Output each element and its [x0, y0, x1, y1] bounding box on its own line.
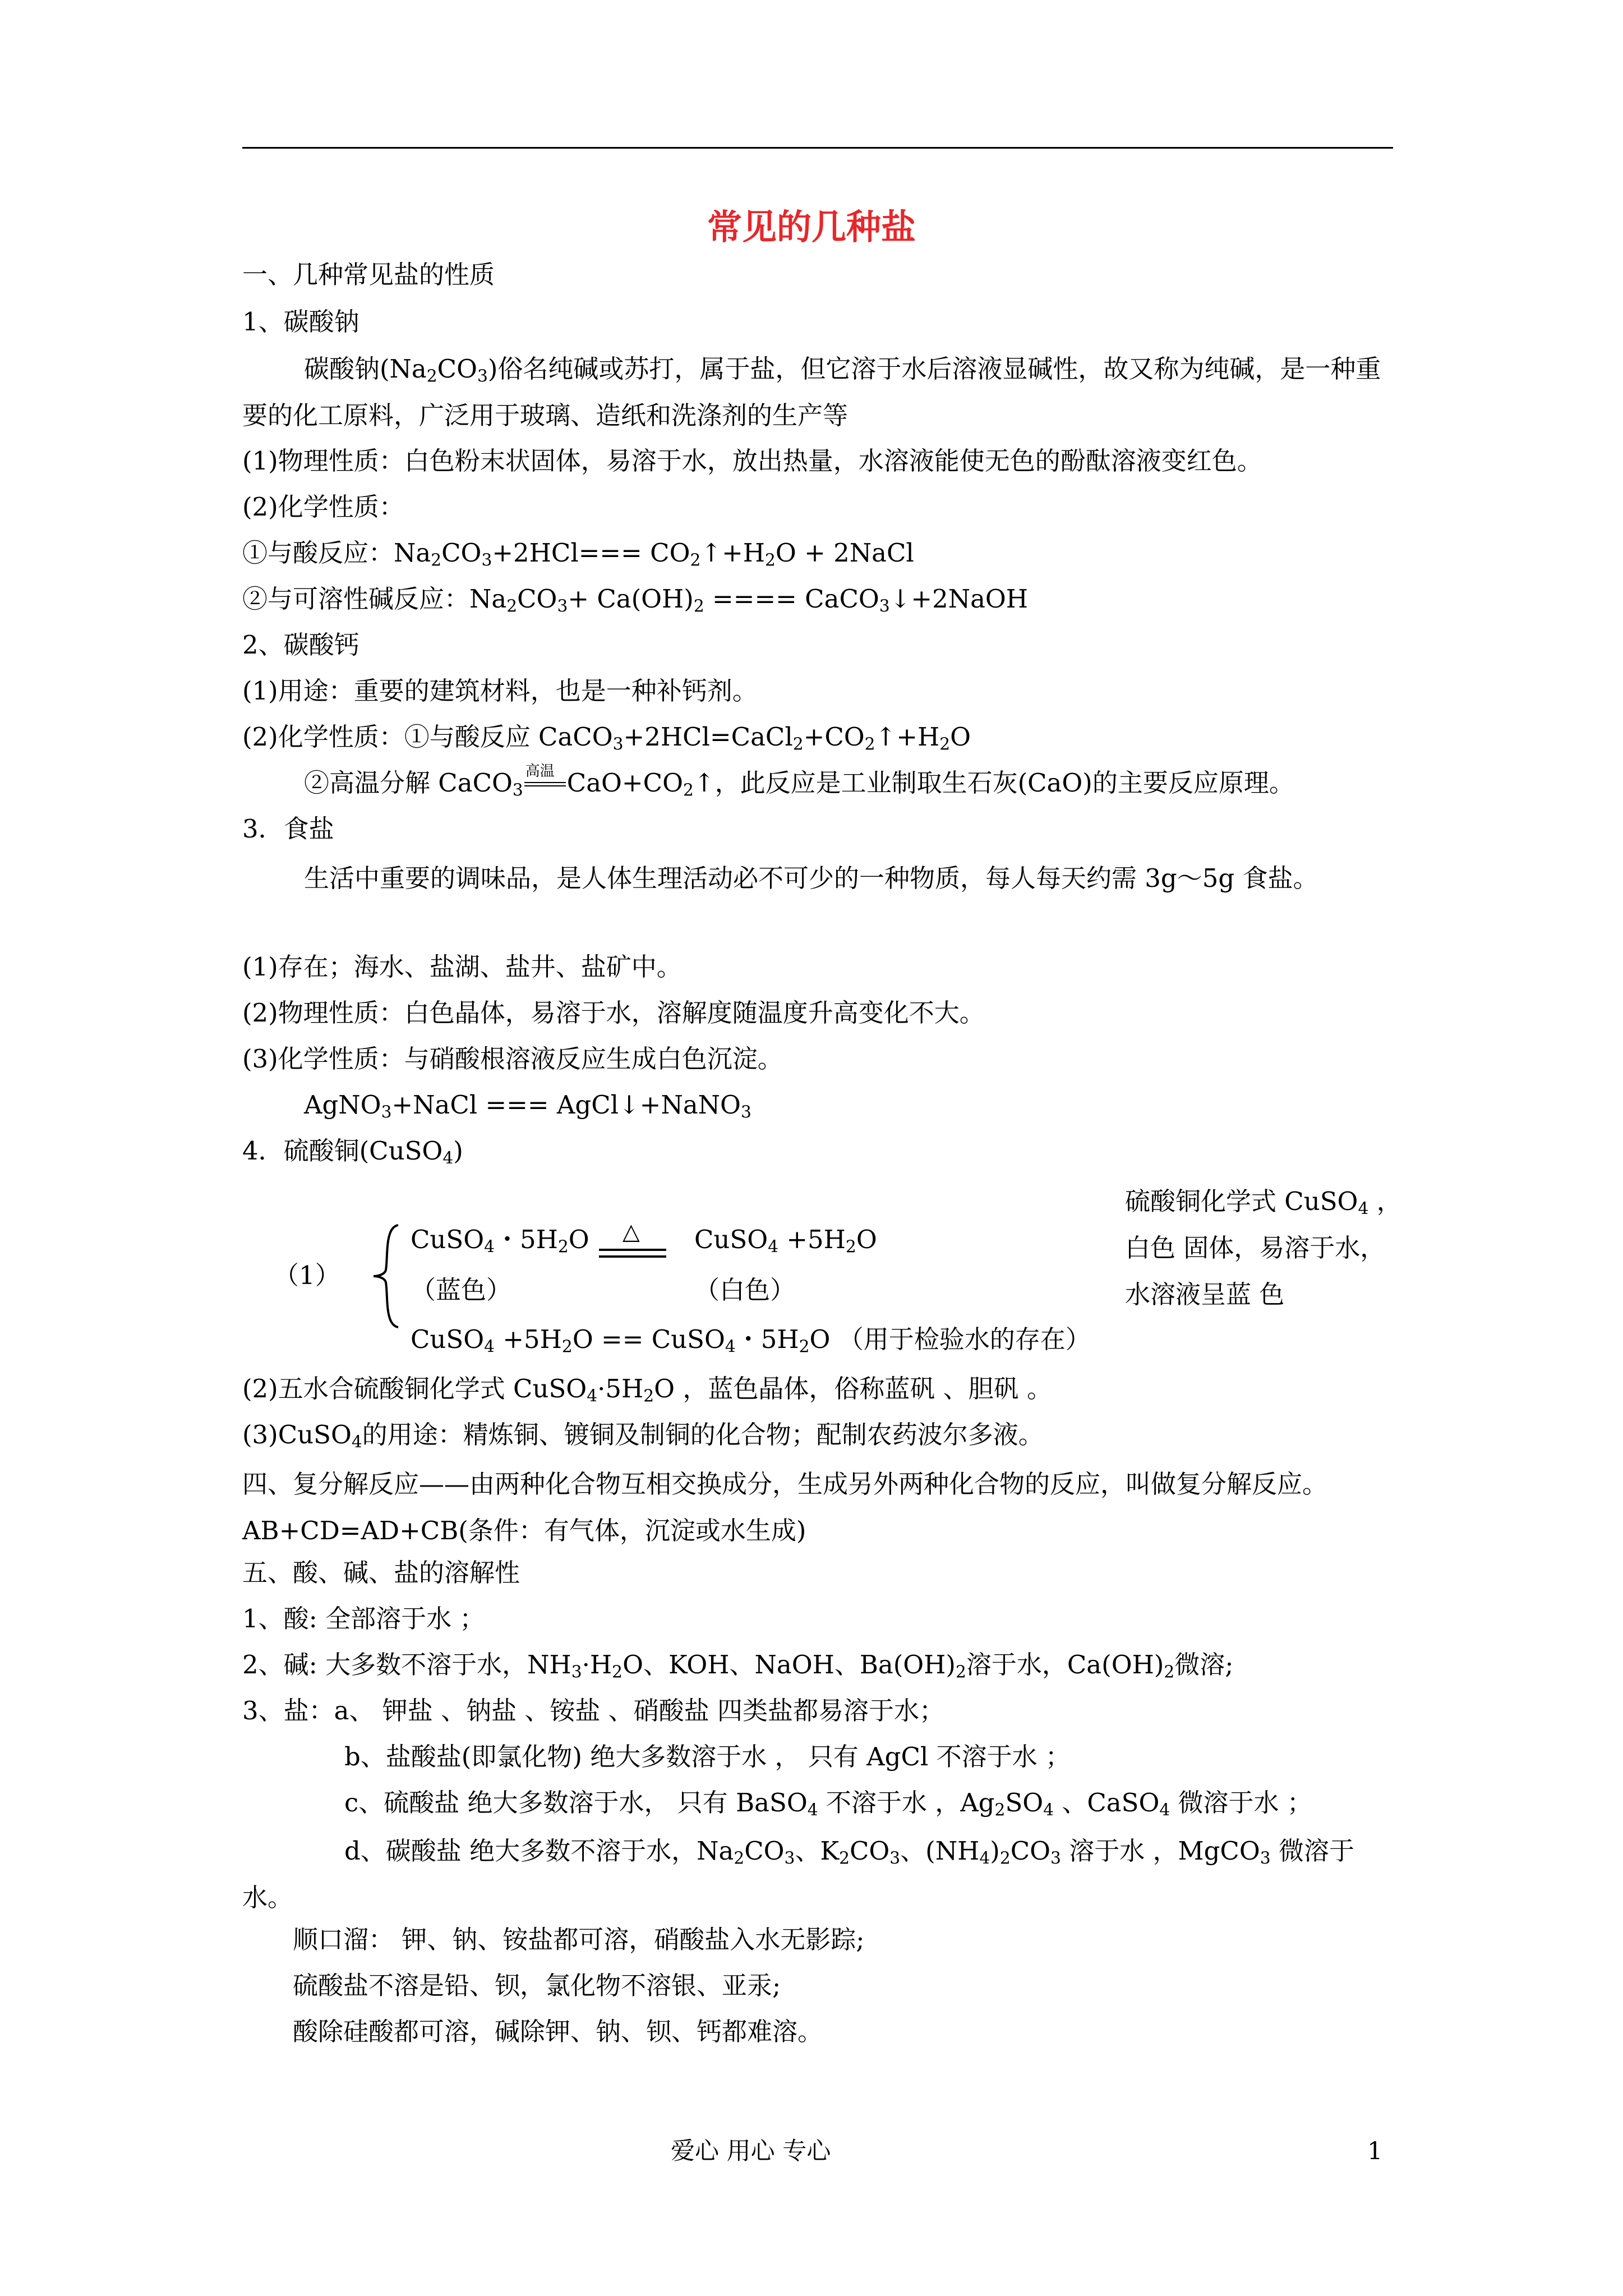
subheading-table-salt: 3．食盐: [242, 814, 334, 844]
high-temp-condition: 高温: [523, 766, 567, 789]
salt-solubility-b: b、盐酸盐(即氯化物) 绝大多数溶于水 ， 只有 AgCl 不溶于水 ；: [344, 1742, 1071, 1772]
rhyme-line-1: 顺口溜： 钾、钠、铵盐都可溶，硝酸盐入水无影踪;: [293, 1925, 865, 1954]
reaction-with-base: ②与可溶性碱反应：$Na_2CO_3+ Ca(OH)_2$ ==== CaCO$_3$↓+2NaOH: [242, 584, 1029, 616]
physical-properties-na2co3: (1)物理性质：白色粉末状固体，易溶于水，放出热量，水溶液能使无色的酚酞溶液变红色。: [242, 446, 1262, 476]
section-heading-properties: 一、几种常见盐的性质: [242, 260, 495, 289]
chemical-properties-label: (2)化学性质：: [242, 492, 404, 522]
copper-sulfate-side-note: 硫酸铜化学式 CuSO$_4$ ，白色 固体，易溶于水，水溶液呈蓝 色: [1125, 1186, 1402, 1309]
calcium-carbonate-use: (1)用途：重要的建筑材料，也是一种补钙剂。: [242, 676, 758, 706]
salt-existence: (1)存在；海水、盐湖、盐井、盐矿中。: [242, 952, 682, 982]
section-heading-solubility: 五、酸、碱、盐的溶解性: [242, 1558, 520, 1588]
acid-solubility: 1、酸: 全部溶于水 ；: [242, 1604, 485, 1634]
paragraph-table-salt: 生活中重要的调味品，是人体生理活动必不可少的一种物质，每人每天约需 3g～5g 食盐。: [304, 863, 1318, 893]
base-solubility: 2、碱: 大多数不溶于水，$NH_3\cdot H_2O$、KOH、NaOH、$Ba(OH)_2$溶于水，$Ca(OH)_2$微溶;: [242, 1650, 1234, 1682]
blue-color-label: （蓝色）: [411, 1275, 512, 1305]
footer-motto: 爱心 用心 专心: [671, 2137, 831, 2165]
item-label-1: （1）: [274, 1260, 340, 1290]
salt-solubility-a: 3、盐：a、 钾盐 、钠盐 、铵盐 、硝酸盐 四类盐都易溶于水；: [242, 1696, 944, 1726]
copper-sulfate-uses: (3)CuSO$_4$的用途：精炼铜、镀铜及制铜的化合物；配制农药波尔多液。: [242, 1420, 1044, 1452]
page-number: 1: [1367, 2137, 1383, 2165]
anhydrous-copper-sulfate: CuSO$_4$ $+5H_2O$: [694, 1225, 877, 1257]
subheading-sodium-carbonate: 1、碳酸钠: [242, 307, 359, 337]
subheading-calcium-carbonate: 2、碳酸钙: [242, 630, 359, 660]
salt-chemical-properties: (3)化学性质：与硝酸根溶液反应生成白色沉淀。: [242, 1044, 783, 1074]
rhyme-line-2: 硫酸盐不溶是铅、钡，氯化物不溶银、亚汞;: [293, 1971, 781, 2000]
left-brace-icon: [370, 1223, 404, 1329]
silver-nitrate-equation: AgNO$_3$+NaCl === AgCl↓+NaNO$_3$: [304, 1090, 751, 1122]
calcium-carbonate-acid-reaction: (2)化学性质：①与酸反应 $CaCO_3+2HCl=CaCl_2+CO_2↑+H_2O$: [242, 722, 971, 754]
salt-solubility-d: d、碳酸盐 绝大多数不溶于水，$Na_2CO_3$、$K_2CO_3$、$(NH_4)_2CO_3$ 溶于水 ，MgCO$_3$ 微溶于水。: [242, 1836, 1354, 1912]
salt-physical-properties: (2)物理性质：白色晶体，易溶于水，溶解度随温度升高变化不大。: [242, 998, 985, 1028]
reaction-with-acid: ①与酸反应：$Na_2CO_3+2HCl===$ $CO_2↑+H_2O$ + 2NaCl: [242, 538, 914, 570]
header-rule: [242, 147, 1393, 149]
pentahydrate-formula: CuSO$_4$・$5H_2O$: [411, 1225, 589, 1257]
pentahydrate-description: (2)五水合硫酸铜化学式 $CuSO_4\cdot 5H_2O$ ，蓝色晶体，俗称蓝矾 、胆矾 。: [242, 1374, 1052, 1406]
white-color-label: （白色）: [694, 1275, 796, 1305]
paragraph-sodium-carbonate: 碳酸钠$(Na_2CO_3)$俗名纯碱或苏打，属于盐，但它溶于水后溶液显碱性，故又称为纯碱，是一种重要的化工原料，广泛用于玻璃、造纸和洗涤剂的生产等: [242, 354, 1381, 430]
hydration-equation: CuSO$_4$ $+5H_2O$ == CuSO$_4$・$5H_2O$ （用于检验水的存在）: [411, 1324, 1091, 1357]
rhyme-line-3: 酸除硅酸都可溶，碱除钾、钠、钡、钙都难溶。: [293, 2017, 823, 2046]
double-decomposition-paragraph: 四、复分解反应——由两种化合物互相交换成分，生成另外两种化合物的反应，叫做复分解反应。AB+CD=AD+CB(条件：有气体，沉淀或水生成): [242, 1469, 1328, 1545]
subheading-copper-sulfate: 4．硫酸铜(CuSO$_4$): [242, 1136, 463, 1168]
heating-equals-sign: △: [599, 1223, 666, 1273]
calcium-carbonate-decomposition: ②高温分解 CaCO$_3$ 高温 $CaO+CO_2↑$，此反应是工业制取生石灰(CaO)的主要反应原理。: [304, 763, 1294, 800]
page-title: 常见的几种盐: [707, 206, 916, 247]
salt-solubility-c: c、硫酸盐 绝大多数溶于水， 只有 BaSO$_4$ 不溶于水 ，$Ag_2SO_4$ 、CaSO$_4$ 微溶于水 ；: [344, 1788, 1312, 1820]
